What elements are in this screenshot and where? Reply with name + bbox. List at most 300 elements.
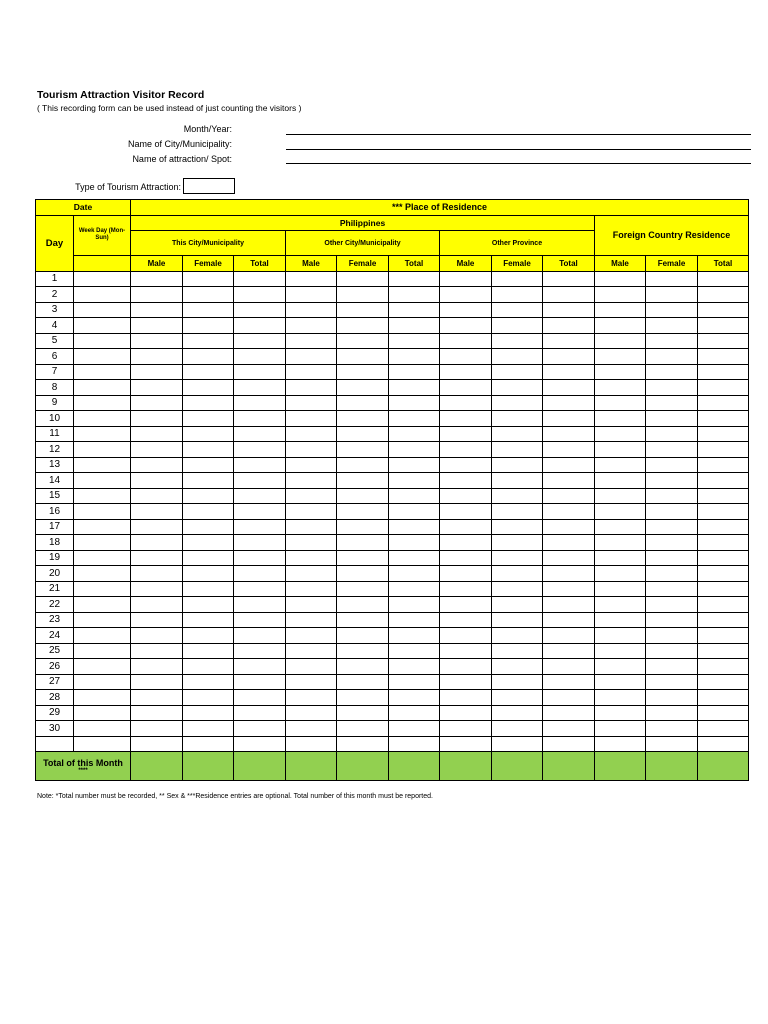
count-cell[interactable] (131, 457, 183, 473)
count-cell[interactable] (389, 612, 440, 628)
count-cell[interactable] (492, 535, 543, 551)
count-cell[interactable] (286, 690, 337, 706)
count-cell[interactable] (234, 287, 286, 303)
count-cell[interactable] (595, 550, 646, 566)
count-cell[interactable] (183, 705, 234, 721)
total-cell[interactable] (183, 752, 234, 781)
count-cell[interactable] (646, 271, 698, 287)
count-cell[interactable] (234, 457, 286, 473)
type-field[interactable] (183, 178, 235, 194)
count-cell[interactable] (492, 488, 543, 504)
count-cell[interactable] (234, 566, 286, 582)
count-cell[interactable] (286, 442, 337, 458)
count-cell[interactable] (595, 426, 646, 442)
count-cell[interactable] (492, 318, 543, 334)
count-cell[interactable] (440, 504, 492, 520)
weekday-cell[interactable] (74, 519, 131, 535)
count-cell[interactable] (492, 566, 543, 582)
count-cell[interactable] (183, 535, 234, 551)
count-cell[interactable] (698, 597, 749, 613)
count-cell[interactable] (286, 333, 337, 349)
count-cell[interactable] (543, 287, 595, 303)
weekday-cell[interactable] (74, 705, 131, 721)
count-cell[interactable] (595, 721, 646, 737)
count-cell[interactable] (337, 302, 389, 318)
count-cell[interactable] (286, 457, 337, 473)
count-cell[interactable] (183, 380, 234, 396)
count-cell[interactable] (698, 457, 749, 473)
count-cell[interactable] (131, 519, 183, 535)
count-cell[interactable] (389, 736, 440, 752)
count-cell[interactable] (234, 318, 286, 334)
count-cell[interactable] (183, 659, 234, 675)
weekday-cell[interactable] (74, 612, 131, 628)
count-cell[interactable] (183, 736, 234, 752)
count-cell[interactable] (698, 612, 749, 628)
count-cell[interactable] (234, 612, 286, 628)
count-cell[interactable] (337, 426, 389, 442)
count-cell[interactable] (286, 643, 337, 659)
count-cell[interactable] (337, 349, 389, 365)
count-cell[interactable] (492, 643, 543, 659)
count-cell[interactable] (337, 659, 389, 675)
count-cell[interactable] (646, 364, 698, 380)
count-cell[interactable] (440, 674, 492, 690)
count-cell[interactable] (440, 395, 492, 411)
count-cell[interactable] (595, 395, 646, 411)
total-cell[interactable] (389, 752, 440, 781)
count-cell[interactable] (595, 473, 646, 489)
count-cell[interactable] (595, 442, 646, 458)
weekday-cell[interactable] (74, 550, 131, 566)
count-cell[interactable] (337, 287, 389, 303)
count-cell[interactable] (646, 442, 698, 458)
count-cell[interactable] (337, 457, 389, 473)
count-cell[interactable] (389, 473, 440, 489)
count-cell[interactable] (595, 705, 646, 721)
count-cell[interactable] (286, 395, 337, 411)
count-cell[interactable] (131, 550, 183, 566)
count-cell[interactable] (389, 442, 440, 458)
month-year-field[interactable] (286, 134, 751, 135)
count-cell[interactable] (646, 597, 698, 613)
count-cell[interactable] (389, 721, 440, 737)
count-cell[interactable] (183, 442, 234, 458)
count-cell[interactable] (698, 473, 749, 489)
count-cell[interactable] (595, 674, 646, 690)
count-cell[interactable] (131, 426, 183, 442)
count-cell[interactable] (595, 535, 646, 551)
count-cell[interactable] (698, 674, 749, 690)
count-cell[interactable] (492, 457, 543, 473)
count-cell[interactable] (234, 736, 286, 752)
count-cell[interactable] (646, 643, 698, 659)
count-cell[interactable] (234, 349, 286, 365)
count-cell[interactable] (389, 333, 440, 349)
count-cell[interactable] (440, 333, 492, 349)
weekday-cell[interactable] (74, 426, 131, 442)
count-cell[interactable] (337, 318, 389, 334)
count-cell[interactable] (440, 690, 492, 706)
count-cell[interactable] (543, 395, 595, 411)
count-cell[interactable] (698, 349, 749, 365)
count-cell[interactable] (595, 612, 646, 628)
count-cell[interactable] (595, 628, 646, 644)
count-cell[interactable] (492, 705, 543, 721)
count-cell[interactable] (543, 612, 595, 628)
count-cell[interactable] (543, 566, 595, 582)
count-cell[interactable] (337, 504, 389, 520)
count-cell[interactable] (131, 674, 183, 690)
count-cell[interactable] (543, 473, 595, 489)
weekday-cell[interactable] (74, 674, 131, 690)
count-cell[interactable] (440, 442, 492, 458)
count-cell[interactable] (595, 736, 646, 752)
count-cell[interactable] (131, 349, 183, 365)
count-cell[interactable] (286, 659, 337, 675)
count-cell[interactable] (440, 566, 492, 582)
count-cell[interactable] (595, 597, 646, 613)
count-cell[interactable] (131, 736, 183, 752)
count-cell[interactable] (440, 705, 492, 721)
count-cell[interactable] (492, 597, 543, 613)
count-cell[interactable] (389, 643, 440, 659)
count-cell[interactable] (286, 473, 337, 489)
count-cell[interactable] (646, 287, 698, 303)
count-cell[interactable] (646, 581, 698, 597)
count-cell[interactable] (131, 581, 183, 597)
count-cell[interactable] (543, 674, 595, 690)
count-cell[interactable] (595, 271, 646, 287)
count-cell[interactable] (646, 504, 698, 520)
count-cell[interactable] (234, 581, 286, 597)
count-cell[interactable] (543, 705, 595, 721)
count-cell[interactable] (337, 380, 389, 396)
count-cell[interactable] (543, 318, 595, 334)
count-cell[interactable] (183, 287, 234, 303)
count-cell[interactable] (234, 411, 286, 427)
weekday-cell[interactable] (74, 473, 131, 489)
count-cell[interactable] (595, 349, 646, 365)
weekday-cell[interactable] (74, 581, 131, 597)
count-cell[interactable] (183, 612, 234, 628)
count-cell[interactable] (646, 349, 698, 365)
count-cell[interactable] (646, 318, 698, 334)
count-cell[interactable] (286, 535, 337, 551)
count-cell[interactable] (595, 581, 646, 597)
count-cell[interactable] (389, 519, 440, 535)
count-cell[interactable] (646, 550, 698, 566)
count-cell[interactable] (492, 628, 543, 644)
weekday-cell[interactable] (74, 488, 131, 504)
count-cell[interactable] (698, 659, 749, 675)
count-cell[interactable] (131, 318, 183, 334)
count-cell[interactable] (646, 395, 698, 411)
count-cell[interactable] (389, 674, 440, 690)
count-cell[interactable] (183, 674, 234, 690)
count-cell[interactable] (234, 395, 286, 411)
count-cell[interactable] (131, 535, 183, 551)
count-cell[interactable] (492, 690, 543, 706)
total-cell[interactable] (646, 752, 698, 781)
count-cell[interactable] (286, 302, 337, 318)
count-cell[interactable] (492, 426, 543, 442)
count-cell[interactable] (492, 550, 543, 566)
count-cell[interactable] (492, 721, 543, 737)
count-cell[interactable] (646, 380, 698, 396)
count-cell[interactable] (286, 411, 337, 427)
count-cell[interactable] (234, 271, 286, 287)
count-cell[interactable] (183, 318, 234, 334)
count-cell[interactable] (492, 612, 543, 628)
count-cell[interactable] (595, 302, 646, 318)
count-cell[interactable] (286, 364, 337, 380)
weekday-cell[interactable] (74, 395, 131, 411)
count-cell[interactable] (183, 302, 234, 318)
count-cell[interactable] (646, 628, 698, 644)
count-cell[interactable] (595, 457, 646, 473)
count-cell[interactable] (234, 550, 286, 566)
count-cell[interactable] (183, 581, 234, 597)
count-cell[interactable] (492, 736, 543, 752)
weekday-cell[interactable] (74, 736, 131, 752)
count-cell[interactable] (234, 380, 286, 396)
count-cell[interactable] (183, 488, 234, 504)
count-cell[interactable] (183, 504, 234, 520)
count-cell[interactable] (286, 674, 337, 690)
total-cell[interactable] (131, 752, 183, 781)
count-cell[interactable] (389, 628, 440, 644)
count-cell[interactable] (543, 380, 595, 396)
count-cell[interactable] (646, 519, 698, 535)
count-cell[interactable] (389, 380, 440, 396)
weekday-cell[interactable] (74, 721, 131, 737)
count-cell[interactable] (698, 705, 749, 721)
count-cell[interactable] (646, 302, 698, 318)
count-cell[interactable] (234, 364, 286, 380)
count-cell[interactable] (337, 643, 389, 659)
count-cell[interactable] (492, 504, 543, 520)
count-cell[interactable] (646, 457, 698, 473)
total-cell[interactable] (440, 752, 492, 781)
count-cell[interactable] (131, 612, 183, 628)
count-cell[interactable] (389, 581, 440, 597)
count-cell[interactable] (543, 271, 595, 287)
count-cell[interactable] (389, 395, 440, 411)
count-cell[interactable] (698, 736, 749, 752)
count-cell[interactable] (595, 380, 646, 396)
count-cell[interactable] (440, 736, 492, 752)
weekday-cell[interactable] (74, 364, 131, 380)
count-cell[interactable] (698, 411, 749, 427)
count-cell[interactable] (389, 426, 440, 442)
count-cell[interactable] (389, 287, 440, 303)
total-cell[interactable] (492, 752, 543, 781)
count-cell[interactable] (183, 721, 234, 737)
count-cell[interactable] (543, 333, 595, 349)
count-cell[interactable] (234, 535, 286, 551)
count-cell[interactable] (389, 488, 440, 504)
count-cell[interactable] (337, 488, 389, 504)
count-cell[interactable] (440, 457, 492, 473)
count-cell[interactable] (646, 566, 698, 582)
count-cell[interactable] (286, 318, 337, 334)
count-cell[interactable] (131, 488, 183, 504)
count-cell[interactable] (286, 504, 337, 520)
count-cell[interactable] (183, 690, 234, 706)
count-cell[interactable] (440, 721, 492, 737)
count-cell[interactable] (492, 302, 543, 318)
count-cell[interactable] (543, 690, 595, 706)
total-cell[interactable] (543, 752, 595, 781)
count-cell[interactable] (646, 659, 698, 675)
count-cell[interactable] (131, 333, 183, 349)
count-cell[interactable] (543, 643, 595, 659)
count-cell[interactable] (131, 643, 183, 659)
count-cell[interactable] (492, 333, 543, 349)
count-cell[interactable] (286, 488, 337, 504)
city-field[interactable] (286, 149, 751, 150)
count-cell[interactable] (131, 659, 183, 675)
count-cell[interactable] (389, 302, 440, 318)
count-cell[interactable] (595, 488, 646, 504)
count-cell[interactable] (131, 566, 183, 582)
count-cell[interactable] (286, 581, 337, 597)
count-cell[interactable] (337, 690, 389, 706)
count-cell[interactable] (698, 519, 749, 535)
weekday-cell[interactable] (74, 411, 131, 427)
count-cell[interactable] (183, 519, 234, 535)
count-cell[interactable] (595, 318, 646, 334)
count-cell[interactable] (131, 442, 183, 458)
attraction-field[interactable] (286, 163, 751, 164)
count-cell[interactable] (543, 597, 595, 613)
count-cell[interactable] (543, 364, 595, 380)
count-cell[interactable] (646, 721, 698, 737)
count-cell[interactable] (492, 411, 543, 427)
weekday-cell[interactable] (74, 333, 131, 349)
count-cell[interactable] (440, 535, 492, 551)
count-cell[interactable] (698, 287, 749, 303)
weekday-cell[interactable] (74, 597, 131, 613)
count-cell[interactable] (337, 364, 389, 380)
count-cell[interactable] (183, 349, 234, 365)
count-cell[interactable] (543, 721, 595, 737)
count-cell[interactable] (131, 380, 183, 396)
weekday-cell[interactable] (74, 318, 131, 334)
count-cell[interactable] (389, 690, 440, 706)
count-cell[interactable] (234, 302, 286, 318)
count-cell[interactable] (131, 597, 183, 613)
count-cell[interactable] (698, 395, 749, 411)
count-cell[interactable] (698, 333, 749, 349)
count-cell[interactable] (646, 411, 698, 427)
count-cell[interactable] (183, 550, 234, 566)
count-cell[interactable] (492, 287, 543, 303)
count-cell[interactable] (543, 535, 595, 551)
count-cell[interactable] (337, 674, 389, 690)
count-cell[interactable] (492, 271, 543, 287)
count-cell[interactable] (131, 721, 183, 737)
count-cell[interactable] (389, 705, 440, 721)
count-cell[interactable] (337, 442, 389, 458)
count-cell[interactable] (183, 395, 234, 411)
count-cell[interactable] (337, 597, 389, 613)
count-cell[interactable] (440, 628, 492, 644)
weekday-cell[interactable] (74, 349, 131, 365)
count-cell[interactable] (543, 659, 595, 675)
count-cell[interactable] (646, 426, 698, 442)
weekday-cell[interactable] (74, 380, 131, 396)
total-cell[interactable] (337, 752, 389, 781)
count-cell[interactable] (131, 705, 183, 721)
count-cell[interactable] (543, 457, 595, 473)
count-cell[interactable] (337, 566, 389, 582)
count-cell[interactable] (646, 612, 698, 628)
count-cell[interactable] (440, 581, 492, 597)
count-cell[interactable] (337, 411, 389, 427)
count-cell[interactable] (183, 597, 234, 613)
count-cell[interactable] (698, 690, 749, 706)
total-cell[interactable] (286, 752, 337, 781)
count-cell[interactable] (234, 597, 286, 613)
count-cell[interactable] (595, 519, 646, 535)
count-cell[interactable] (440, 411, 492, 427)
count-cell[interactable] (234, 628, 286, 644)
weekday-cell[interactable] (74, 302, 131, 318)
count-cell[interactable] (286, 287, 337, 303)
count-cell[interactable] (234, 426, 286, 442)
count-cell[interactable] (337, 395, 389, 411)
count-cell[interactable] (183, 457, 234, 473)
count-cell[interactable] (492, 442, 543, 458)
count-cell[interactable] (595, 643, 646, 659)
count-cell[interactable] (286, 271, 337, 287)
count-cell[interactable] (389, 318, 440, 334)
count-cell[interactable] (698, 364, 749, 380)
count-cell[interactable] (646, 333, 698, 349)
count-cell[interactable] (440, 302, 492, 318)
count-cell[interactable] (646, 488, 698, 504)
count-cell[interactable] (440, 287, 492, 303)
weekday-cell[interactable] (74, 504, 131, 520)
count-cell[interactable] (286, 736, 337, 752)
weekday-cell[interactable] (74, 643, 131, 659)
count-cell[interactable] (646, 690, 698, 706)
count-cell[interactable] (440, 550, 492, 566)
count-cell[interactable] (337, 721, 389, 737)
weekday-cell[interactable] (74, 442, 131, 458)
count-cell[interactable] (492, 395, 543, 411)
count-cell[interactable] (286, 380, 337, 396)
count-cell[interactable] (440, 643, 492, 659)
weekday-cell[interactable] (74, 690, 131, 706)
count-cell[interactable] (337, 519, 389, 535)
count-cell[interactable] (698, 628, 749, 644)
count-cell[interactable] (595, 333, 646, 349)
count-cell[interactable] (595, 411, 646, 427)
count-cell[interactable] (286, 705, 337, 721)
count-cell[interactable] (286, 612, 337, 628)
count-cell[interactable] (234, 705, 286, 721)
count-cell[interactable] (337, 333, 389, 349)
count-cell[interactable] (234, 690, 286, 706)
count-cell[interactable] (286, 550, 337, 566)
count-cell[interactable] (543, 550, 595, 566)
count-cell[interactable] (440, 380, 492, 396)
count-cell[interactable] (698, 426, 749, 442)
count-cell[interactable] (646, 674, 698, 690)
